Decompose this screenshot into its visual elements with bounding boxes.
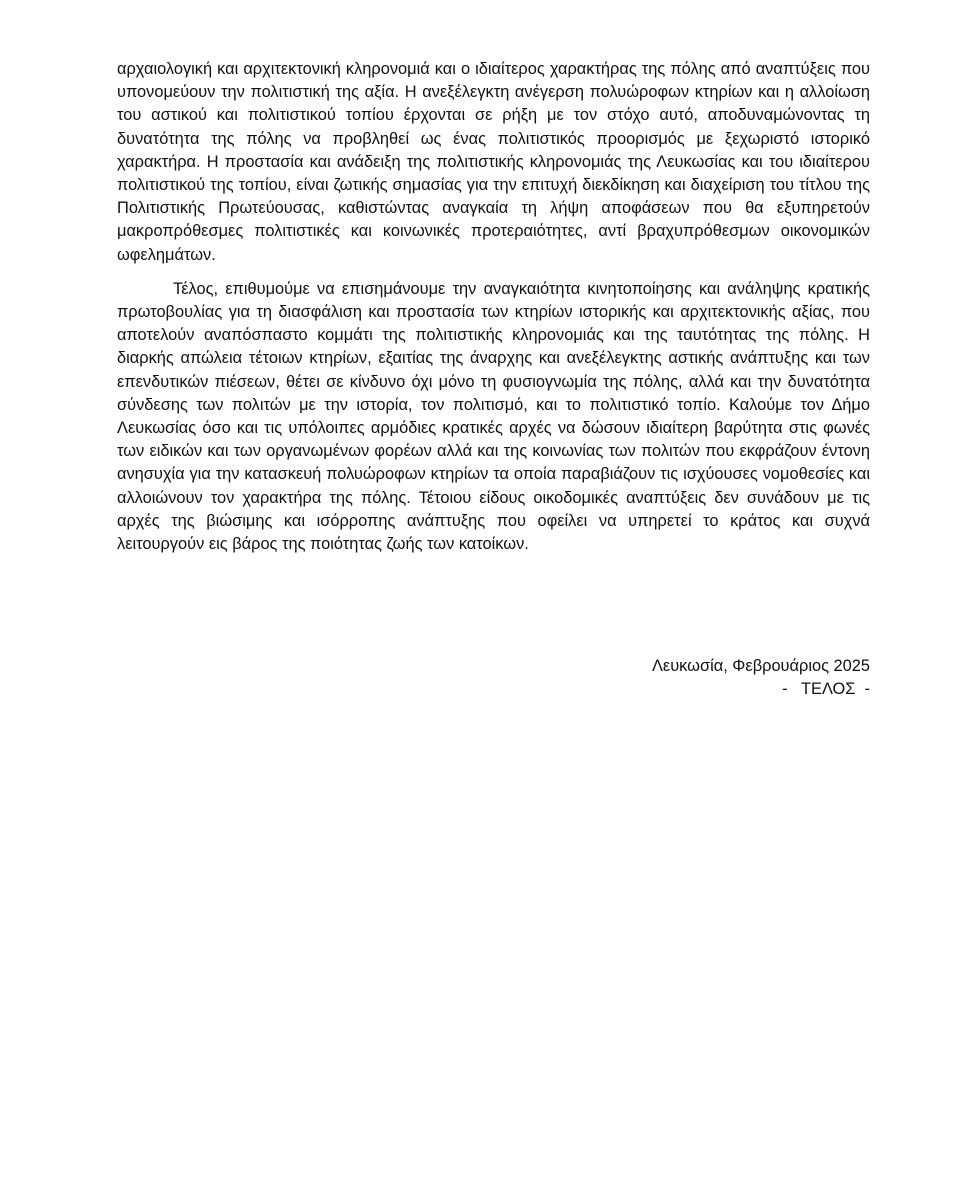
- paragraph-call-to-action: Τέλος, επιθυμούμε να επισημάνουμε την αναγκαιότητα κινητοποίησης και ανάληψης κρατικής πρωτοβουλίας για τη διασφάλιση και προστασία των κτηρίων ιστορικής και αρχιτεκτονικής αξίας, που αποτελούν αναπόσπαστο κομμάτι της πολιτιστικής κληρονομιάς και της ταυτότητας της πόλης. Η διαρκής απώλεια τέτοιων κτηρίων, εξαιτίας της άναρχης και ανεξέλεγκτης αστικής ανάπτυξης και των επενδυτικών πιέσεων, θέτει σε κίνδυνο όχι μόνο τη φυσιογνωμία της πόλης, αλλά και την δυνατότητα σύνδεσης των πολιτών με την ιστορία, τον πολιτισμό, και το πολιτιστικό τοπίο. Καλούμε τον Δήμο Λευκωσίας όσο και τις υπόλοιπες αρμόδιες κρατικές αρχές να δώσουν ιδιαίτερη βαρύτητα στις φωνές των ειδικών και των οργανωμένων φορέων αλλά και της κοινωνίας των πολιτών που εκφράζουν έντονη ανησυχία για την κατασκευή πολυώροφων κτηρίων τα οποία παραβιάζουν τις ισχύουσες νομοθεσίες και αλλοιώνουν τον χαρακτήρα της πόλης. Τέτοιου είδους οικοδομικές αναπτύξεις δεν συνάδουν με τις αρχές της βιώσιμης και ισόρροπης ανάπτυξης που οφείλει να υπηρετεί το κράτος και συχνά λειτουργούν εις βάρος της ποιότητας ζωής των κατοίκων.: [117, 279, 870, 554]
- place-date: Λευκωσία, Φεβρουάριος 2025: [651, 657, 870, 675]
- signoff-block: [470, 655, 870, 701]
- paragraph-cultural-heritage: αρχαιολογική και αρχιτεκτονική κληρονομιά και ο ιδιαίτερος χαρακτήρας της πόλης από αναπτύξεις που υπονομεύουν την πολιτιστική της αξία. Η ανεξέλεγκτη ανέγερση πολυώροφων κτηρίων και η αλλοίωση του αστικού και πολιτιστικού τοπίου έρχονται σε ρήξη με τον στόχο αυτό, αποδυναμώνοντας τη δυνατότητα της πόλης να προβληθεί ως ένας πολιτιστικός προορισμός με ξεχωριστό ιστορικό χαρακτήρα. Η προστασία και ανάδειξη της πολιτιστικής κληρονομιάς της Λευκωσίας και του ιδιαίτερου πολιτιστικού της τοπίου, είναι ζωτικής σημασίας για την επιτυχή διεκδίκηση και διαχείριση του τίτλου της Πολιτιστικής Πρωτεύουσας, καθιστώντας αναγκαία τη λήψη αποφάσεων που θα εξυπηρετούν μακροπρόθεσμες πολιτιστικές και κοινωνικές προτεραιότητες, αντί βραχυπρόθεσμων οικονομικών ωφελημάτων.: [117, 60, 870, 264]
- end-marker: - ΤΕΛΟΣ -: [782, 680, 870, 699]
- document-body: [117, 58, 870, 556]
